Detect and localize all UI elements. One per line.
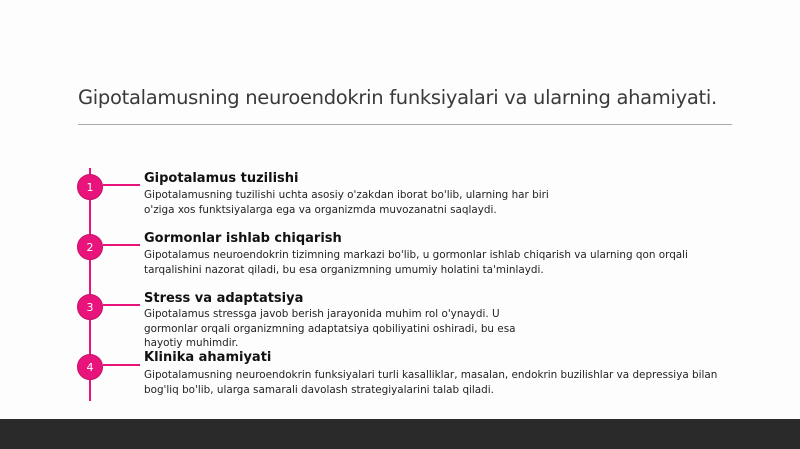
timeline-node-4: 4 — [77, 354, 103, 380]
timeline-connector-1 — [103, 184, 140, 186]
timeline-text-2: Gipotalamus neuroendokrin tizimning markazi bo'lib, u gormonlar ishlab chiqarish va ularning qon orqali tarqalishini nazorat qiladi, bu esa organizmning umumiy holatini ta'minlaydi. — [144, 249, 688, 276]
timeline-heading-2: Gormonlar ishlab chiqarish — [144, 231, 342, 246]
timeline-text-1: Gipotalamusning tuzilishi uchta asosiy o'zakdan iborat bo'lib, ularning har biri o'ziga xos funktsiyalarga ega va organizmda muvozanatni saqlaydi. — [144, 189, 549, 216]
timeline-connector-2 — [103, 244, 140, 246]
slide-title: Gipotalamusning neuroendokrin funksiyalari va ularning ahamiyati. — [78, 86, 717, 109]
timeline-node-3: 3 — [77, 294, 103, 320]
timeline-node-1: 1 — [77, 174, 103, 200]
timeline-connector-4 — [103, 364, 140, 366]
timeline-heading-4: Klinika ahamiyati — [144, 350, 272, 365]
title-divider — [78, 124, 732, 125]
timeline-connector-3 — [103, 304, 140, 306]
timeline-text-3: Gipotalamus stressga javob berish jarayonida muhim rol o'ynaydi. U gormonlar orqali organizmning adaptatsiya qobiliyatini oshiradi, bu esa hayotiy muhimdir. — [144, 308, 516, 349]
timeline-heading-1: Gipotalamus tuzilishi — [144, 171, 299, 186]
timeline-node-2: 2 — [77, 234, 103, 260]
timeline-text-4: Gipotalamusning neuroendokrin funksiyalari turli kasalliklar, masalan, endokrin buzilishlar va depressiya bilan bog'liq bo'lib, ularga samarali davolash strategiyalarini talab qiladi. — [144, 369, 718, 396]
footer-bar — [0, 419, 800, 449]
timeline-heading-3: Stress va adaptatsiya — [144, 291, 304, 306]
